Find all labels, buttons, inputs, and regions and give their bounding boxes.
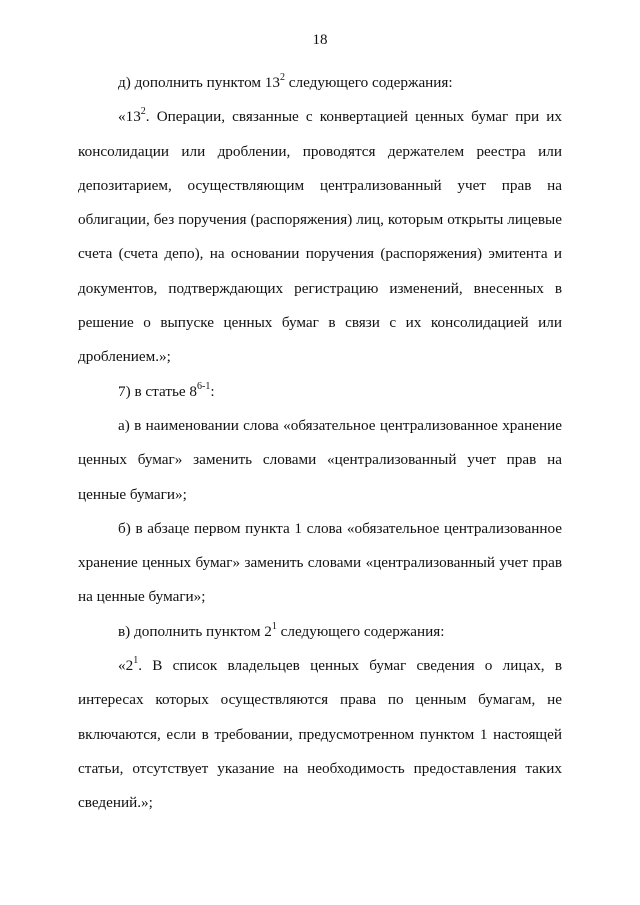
paragraph-clause-2-1: «$2^1$. В список владельцев ценных бумаг сведения о лицах, в интересах которых осуществляются права по ценным бумагам, не включаются, если в требовании, предусмотренном пунктом 1 настоящей статьи, отсутствует указание на необходимость предоставления таких сведений.»; bbox=[78, 654, 562, 812]
paragraph-item-7: 7) в статье 8$^{6-1}$: bbox=[118, 380, 215, 400]
paragraph-amendment-d: д) дополнить пунктом $13^2$ следующего содержания: bbox=[118, 71, 453, 91]
paragraph-subitem-a: а) в наименовании слова «обязательное централизованное хранение ценных бумаг» заменить словами «централизованный учет прав на ценные бумаги»; bbox=[78, 416, 562, 503]
page-number: 18 bbox=[312, 32, 328, 48]
paragraph-clause-13-2: «$13^2$. Операции, связанные с конвертацией ценных бумаг при их консолидации или дроблении, проводятся держателем реестра или депозитарием, осуществляющим централизованный учет прав на облигации, без поручения (распоряжения) лиц, которым открыты лицевые счета (счета депо), на основании поручения (распоряжения) эмитента и документов, подтверждающих регистрацию изменений, внесенных в решение о выпуске ценных бумаг в связи с их консолидацией или дроблением.»; bbox=[78, 106, 562, 366]
paragraph-subitem-b: б) в абзаце первом пункта 1 слова «обязательное централизованное хранение ценных бумаг» заменить словами «централизованный учет прав на ценные бумаги»; bbox=[78, 519, 562, 606]
paragraph-subitem-v: в) дополнить пунктом $2^1$ следующего содержания: bbox=[118, 620, 445, 640]
document-body bbox=[78, 66, 562, 821]
